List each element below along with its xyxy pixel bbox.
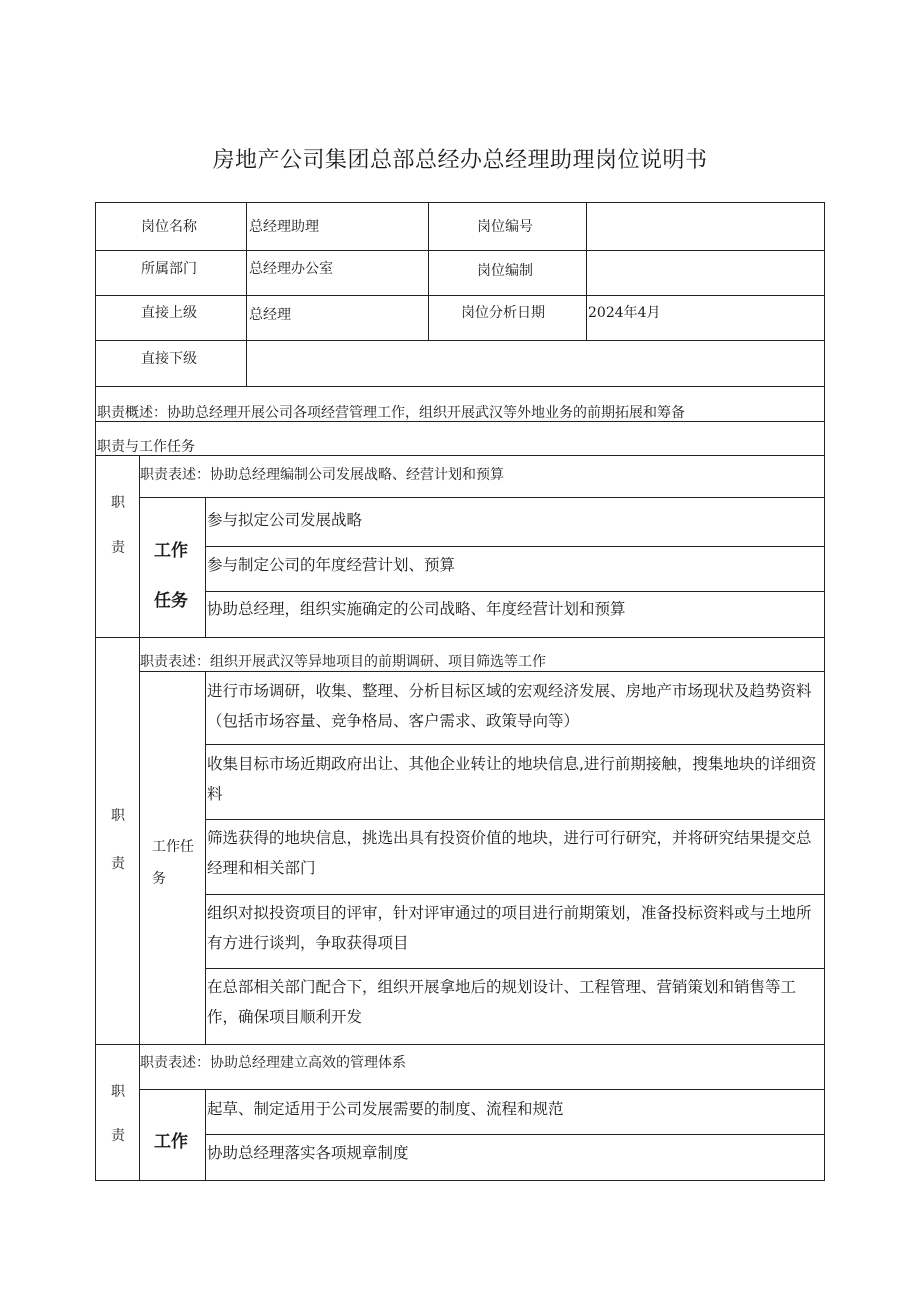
department-value: 总经理办公室: [249, 261, 333, 277]
task-item: 起草、制定适用于公司发展需要的制度、流程和规范: [207, 1100, 564, 1118]
duty-statement: 职责表述：协助总经理建立高效的管理体系: [140, 1055, 406, 1071]
post-quota-label: 岗位编制: [477, 263, 533, 279]
row-divider: [96, 340, 824, 341]
analysis-date-value: 2024年4月: [588, 305, 661, 321]
duty-statement: 职责表述：协助总经理编制公司发展战略、经营计划和预算: [140, 467, 504, 483]
duty-label-1: 职: [111, 495, 125, 511]
task-item: 协助总经理落实各项规章制度: [207, 1144, 409, 1162]
task-item: 组织对拟投资项目的评审，针对评审通过的项目进行前期策划，准备投标资料或与土地所有方进行谈判，争取获得项目: [207, 904, 812, 952]
col-divider: [205, 1089, 206, 1180]
duty-label-2: 责: [111, 540, 125, 556]
superior-value: 总经理: [249, 307, 291, 323]
department-label: 所属部门: [141, 261, 197, 277]
row-divider: [96, 1044, 824, 1045]
row-divider: [96, 637, 824, 638]
row-divider: [139, 671, 824, 672]
job-description-table: [95, 202, 825, 1181]
task-item: 收集目标市场近期政府出让、其他企业转让的地块信息,进行前期接触，搜集地块的详细资料: [207, 755, 817, 803]
task-item: 协助总经理，组织实施确定的公司战略、年度经营计划和预算: [207, 600, 626, 618]
duty-label-1: 职: [111, 808, 125, 824]
row-divider: [205, 1134, 824, 1135]
row-divider: [139, 497, 824, 498]
row-divider: [96, 250, 824, 251]
post-name-label: 岗位名称: [141, 219, 197, 235]
task-item: 参与拟定公司发展战略: [207, 511, 363, 529]
row-divider: [205, 744, 824, 745]
task-label-bold: 工作: [154, 541, 188, 561]
duty-statement: 职责表述：组织开展武汉等异地项目的前期调研、项目筛选等工作: [140, 654, 546, 670]
row-divider: [96, 295, 824, 296]
task-item: 参与制定公司的年度经营计划、预算: [207, 556, 456, 574]
col-divider: [246, 203, 247, 386]
subordinate-label: 直接下级: [141, 351, 197, 367]
task-item: 筛选获得的地块信息，挑选出具有投资价值的地块，进行可行研究，并将研究结果提交总经理和相关部门: [207, 829, 812, 877]
task-label: 工作任务: [152, 839, 194, 887]
col-divider: [428, 203, 429, 340]
duty-label-1: 职: [111, 1084, 125, 1100]
row-divider: [205, 894, 824, 895]
row-divider: [205, 591, 824, 592]
col-divider: [586, 203, 587, 340]
task-item: 进行市场调研，收集、整理、分析目标区域的宏观经济发展、房地产市场现状及趋势资料（包括市场容量、竞争格局、客户需求、政策导向等）: [207, 682, 812, 730]
col-divider: [205, 497, 206, 637]
superior-label: 直接上级: [141, 305, 197, 321]
duty-label-2: 责: [111, 1128, 125, 1144]
page-title: 房地产公司集团总部总经办总经理助理岗位说明书: [212, 148, 708, 173]
duty-summary: 职责概述：协助总经理开展公司各项经营管理工作，组织开展武汉等外地业务的前期拓展和筹备: [97, 405, 685, 421]
task-item: 在总部相关部门配合下，组织开展拿地后的规划设计、工程管理、营销策划和销售等工作，确保项目顺利开发: [207, 978, 797, 1026]
col-divider: [205, 671, 206, 1044]
duty-label-2: 责: [111, 856, 125, 872]
duties-heading: 职责与工作任务: [97, 439, 195, 455]
col-divider: [139, 637, 140, 1044]
task-label-bold: 工作: [154, 1132, 188, 1152]
row-divider: [205, 819, 824, 820]
analysis-date-label: 岗位分析日期: [461, 305, 545, 321]
task-label-bold: 任务: [154, 591, 188, 611]
row-divider: [205, 968, 824, 969]
row-divider: [139, 1089, 824, 1090]
row-divider: [205, 546, 824, 547]
post-name-value: 总经理助理: [249, 219, 319, 235]
row-divider: [96, 455, 824, 456]
row-divider: [96, 386, 824, 387]
post-code-label: 岗位编号: [477, 219, 533, 235]
